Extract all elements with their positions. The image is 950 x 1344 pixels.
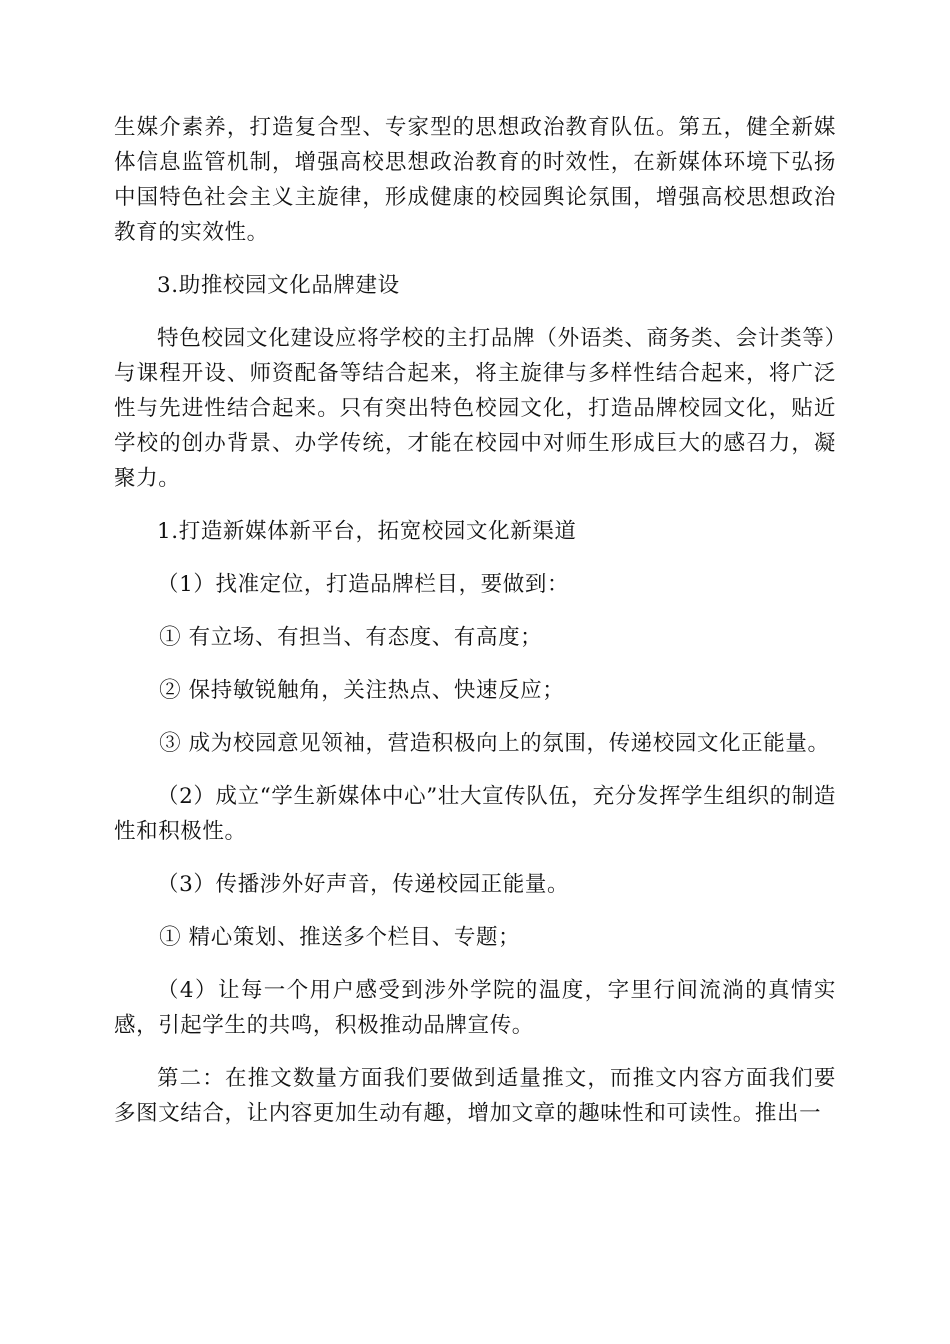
- list-item-1: （1）找准定位，打造品牌栏目，要做到：: [157, 572, 570, 597]
- sub-item-c4: ① 精心策划、推送多个栏目、专题；: [159, 925, 521, 950]
- list-item-4: （4）让每一个用户感受到涉外学院的温度，字里行间流淌的真情实感，引起学生的共鸣，积极推动品牌宣传。: [114, 978, 836, 1038]
- section-heading-1: 1.打造新媒体新平台，拓宽校园文化新渠道: [157, 519, 577, 544]
- paragraph-brand-culture: 特色校园文化建设应将学校的主打品牌（外语类、商务类、会计类等）与课程开设、师资配备等结合起来，将主旋律与多样性结合起来，将广泛性与先进性结合起来。只有突出特色校园文化，打造品牌校园文化，贴近学校的创办背景、办学传统，才能在校园中对师生形成巨大的感召力，凝聚力。: [114, 326, 836, 491]
- section-heading-3: 3.助推校园文化品牌建设: [157, 273, 400, 298]
- list-item-3: （3）传播涉外好声音，传递校园正能量。: [157, 872, 570, 897]
- sub-item-c3: ③ 成为校园意见领袖，营造积极向上的氛围，传递校园文化正能量。: [159, 731, 830, 756]
- paragraph-continued: 生媒介素养，打造复合型、专家型的思想政治教育队伍。第五，健全新媒体信息监管机制，增强高校思想政治教育的时效性，在新媒体环境下弘扬中国特色社会主义主旋律，形成健康的校园舆论氛围，增强高校思想政治教育的实效性。: [114, 115, 836, 245]
- sub-item-c2: ② 保持敏锐触角，关注热点、快速反应；: [159, 678, 565, 703]
- document-body: [114, 110, 836, 1149]
- paragraph-second: 第二：在推文数量方面我们要做到适量推文，而推文内容方面我们要多图文结合，让内容更加生动有趣，增加文章的趣味性和可读性。推出一: [114, 1066, 836, 1126]
- sub-item-c1: ① 有立场、有担当、有态度、有高度；: [159, 625, 543, 650]
- list-item-2: （2）成立“学生新媒体中心”壮大宣传队伍，充分发挥学生组织的制造性和积极性。: [114, 784, 836, 844]
